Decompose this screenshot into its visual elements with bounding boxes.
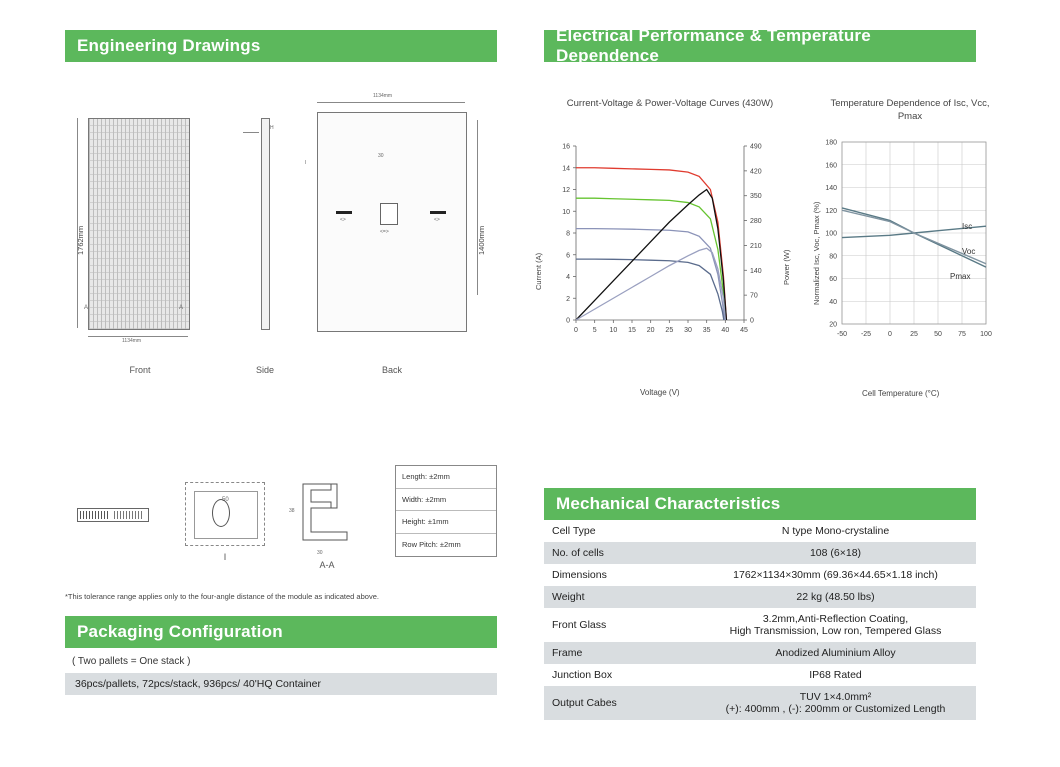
dim-label-module-width-bottom: 1134mm xyxy=(122,338,142,344)
mech-key: Front Glass xyxy=(552,619,607,631)
table-row xyxy=(544,642,976,664)
mech-value: 108 (6×18) xyxy=(809,547,862,559)
svg-text:80: 80 xyxy=(829,253,837,261)
svg-text:-50: -50 xyxy=(836,331,848,338)
table-row xyxy=(544,608,976,642)
caption-front: Front xyxy=(129,365,151,375)
tolerance-row-width: Width: ±2mm xyxy=(396,489,496,512)
svg-text:140: 140 xyxy=(750,267,762,275)
mech-key: No. of cells xyxy=(552,547,604,559)
svg-text:45: 45 xyxy=(740,327,748,334)
frame-profile-aa-drawing xyxy=(297,480,353,546)
dim-line-back-height xyxy=(477,120,478,295)
junction-box-icon xyxy=(380,203,398,225)
svg-text:14: 14 xyxy=(562,165,570,173)
back-bar-right xyxy=(430,211,446,214)
mechanical-characteristics-table xyxy=(544,520,976,720)
cable-connector-drawing xyxy=(77,508,149,522)
detail-i-label: I xyxy=(223,552,227,562)
svg-text:210: 210 xyxy=(750,242,762,250)
mark-i-back: I xyxy=(305,160,307,166)
dim-label-back-width: 1134mm xyxy=(373,93,393,99)
svg-text:490: 490 xyxy=(750,143,762,151)
mark-a-left: A xyxy=(84,305,89,311)
svg-text:12: 12 xyxy=(562,187,570,194)
svg-text:50: 50 xyxy=(934,331,942,338)
table-row xyxy=(544,686,976,720)
module-back-view: 30 <=> <> <> xyxy=(317,112,467,332)
dim-label-module-height: 1762mm xyxy=(76,225,85,255)
dim-line-back-width xyxy=(317,102,465,103)
chart-title-temp-dependence: Temperature Dependence of Isc, Vcc, Pmax xyxy=(830,98,990,122)
mech-value: N type Mono-crystaline xyxy=(781,525,890,537)
tolerance-note: *This tolerance range applies only to the four-angle distance of the module as indicated above. xyxy=(65,592,379,601)
section-header-mechanical-characteristics: Mechanical Characteristics xyxy=(544,488,976,520)
svg-text:6: 6 xyxy=(566,252,570,260)
svg-text:16: 16 xyxy=(562,143,570,151)
mech-value: 22 kg (48.50 lbs) xyxy=(796,591,875,603)
dim-label-back-height: 1400mm xyxy=(477,225,486,255)
tolerance-row-height: Height: ±1mm xyxy=(396,511,496,534)
back-bar-left xyxy=(336,211,352,214)
dim-line-vertical-front xyxy=(77,118,78,328)
caption-back: Back xyxy=(381,365,402,375)
svg-text:280: 280 xyxy=(750,218,762,226)
svg-text:420: 420 xyxy=(750,168,762,176)
svg-text:40: 40 xyxy=(721,327,730,334)
module-side-view xyxy=(261,118,270,330)
svg-text:15: 15 xyxy=(628,327,636,334)
mech-value: TUV 1×4.0mm² (+): 400mm , (-): 200mm or Customized Length xyxy=(725,691,946,715)
svg-text:20: 20 xyxy=(829,321,837,329)
chart-temp-dependence xyxy=(800,128,1010,378)
detail-aa-dim-30: 30 xyxy=(317,550,323,556)
packaging-detail: 36pcs/pallets, 72pcs/stack, 936pcs/ 40'HQ Container xyxy=(65,673,497,695)
svg-text:35: 35 xyxy=(702,327,711,334)
mech-key: Output Cabes xyxy=(552,697,617,709)
mech-key: Weight xyxy=(552,591,585,603)
chart-td-legend-voc: Voc xyxy=(962,247,976,256)
back-label-top: 30 xyxy=(378,153,384,159)
chart-td-legend-isc: Isc xyxy=(962,222,973,231)
section-header-packaging-configuration: Packaging Configuration xyxy=(65,616,497,648)
mech-key: Cell Type xyxy=(552,525,596,537)
mark-h: H xyxy=(270,125,274,131)
table-row xyxy=(544,664,976,686)
svg-text:350: 350 xyxy=(750,193,762,201)
svg-text:40: 40 xyxy=(829,298,837,306)
section-header-engineering-drawings: Engineering Drawings xyxy=(65,30,497,62)
chart-td-ylabel: Normalized Isc, Voc, Pmax (%) xyxy=(812,201,821,305)
dim-line-side-thickness xyxy=(243,132,259,133)
svg-text:5: 5 xyxy=(592,327,597,334)
svg-text:30: 30 xyxy=(684,327,692,334)
tolerance-detail-area xyxy=(65,460,497,600)
svg-text:20: 20 xyxy=(646,327,655,334)
tolerance-row-row-pitch: Row Pitch: ±2mm xyxy=(402,540,461,550)
tolerance-table xyxy=(395,465,497,557)
svg-text:60: 60 xyxy=(829,276,837,283)
detail-aa-label: A-A xyxy=(319,560,335,570)
detail-i-drawing xyxy=(185,482,265,546)
svg-text:0: 0 xyxy=(566,317,570,325)
svg-text:0: 0 xyxy=(750,317,754,325)
tolerance-row-length: Length: ±2mm xyxy=(396,466,496,489)
chart-iv-xlabel: Voltage (V) xyxy=(640,388,680,397)
svg-text:180: 180 xyxy=(825,139,837,147)
svg-text:8: 8 xyxy=(566,230,570,238)
chart-iv-y2label: Power (W) xyxy=(782,249,791,285)
svg-text:160: 160 xyxy=(825,162,837,170)
svg-text:25: 25 xyxy=(910,331,918,338)
svg-text:4: 4 xyxy=(566,274,570,281)
svg-text:120: 120 xyxy=(825,207,837,215)
dim-line-bottom-front xyxy=(88,336,188,337)
svg-text:0: 0 xyxy=(574,327,578,334)
svg-text:10: 10 xyxy=(562,208,570,216)
chart-title-iv-pv: Current-Voltage & Power-Voltage Curves (430W) xyxy=(566,98,774,109)
svg-text:2: 2 xyxy=(566,295,570,303)
mech-value: 1762×1134×30mm (69.36×44.65×1.18 inch) xyxy=(733,569,938,581)
chart-iv-pv xyxy=(530,128,790,388)
section-header-electrical-performance: Electrical Performance & Temperature Dependence xyxy=(544,30,976,62)
chart-iv-ylabel: Current (A) xyxy=(534,252,543,290)
packaging-subtitle: ( Two pallets = One stack ) xyxy=(72,656,191,667)
svg-text:140: 140 xyxy=(825,185,837,192)
svg-text:100: 100 xyxy=(980,331,992,338)
svg-text:70: 70 xyxy=(750,292,758,300)
table-row xyxy=(544,564,976,586)
svg-text:-25: -25 xyxy=(860,331,872,338)
table-row xyxy=(544,586,976,608)
mech-key: Dimensions xyxy=(552,569,607,581)
svg-text:0: 0 xyxy=(888,331,892,338)
mech-value: 3.2mm,Anti-Reflection Coating, High Transmission, Low ron, Tempered Glass xyxy=(729,613,942,637)
mech-value: IP68 Rated xyxy=(809,669,862,681)
engineering-drawings-area xyxy=(65,80,497,400)
svg-text:25: 25 xyxy=(665,327,674,334)
table-row xyxy=(544,542,976,564)
svg-text:75: 75 xyxy=(958,331,966,338)
module-front-view xyxy=(88,118,190,330)
mech-key: Junction Box xyxy=(552,669,613,681)
chart-td-legend-pmax: Pmax xyxy=(950,272,971,281)
mech-key: Frame xyxy=(552,647,583,659)
mark-a-right: A xyxy=(179,305,184,311)
detail-i-dim-50: 50 xyxy=(222,497,229,503)
mech-value: Anodized Aluminium Alloy xyxy=(775,647,896,659)
svg-text:100: 100 xyxy=(825,230,837,238)
caption-side: Side xyxy=(255,365,274,375)
detail-aa-dim-38: 38 xyxy=(289,508,295,514)
chart-td-xlabel: Cell Temperature (°C) xyxy=(862,389,940,398)
table-row xyxy=(544,520,976,542)
svg-text:10: 10 xyxy=(609,327,618,334)
